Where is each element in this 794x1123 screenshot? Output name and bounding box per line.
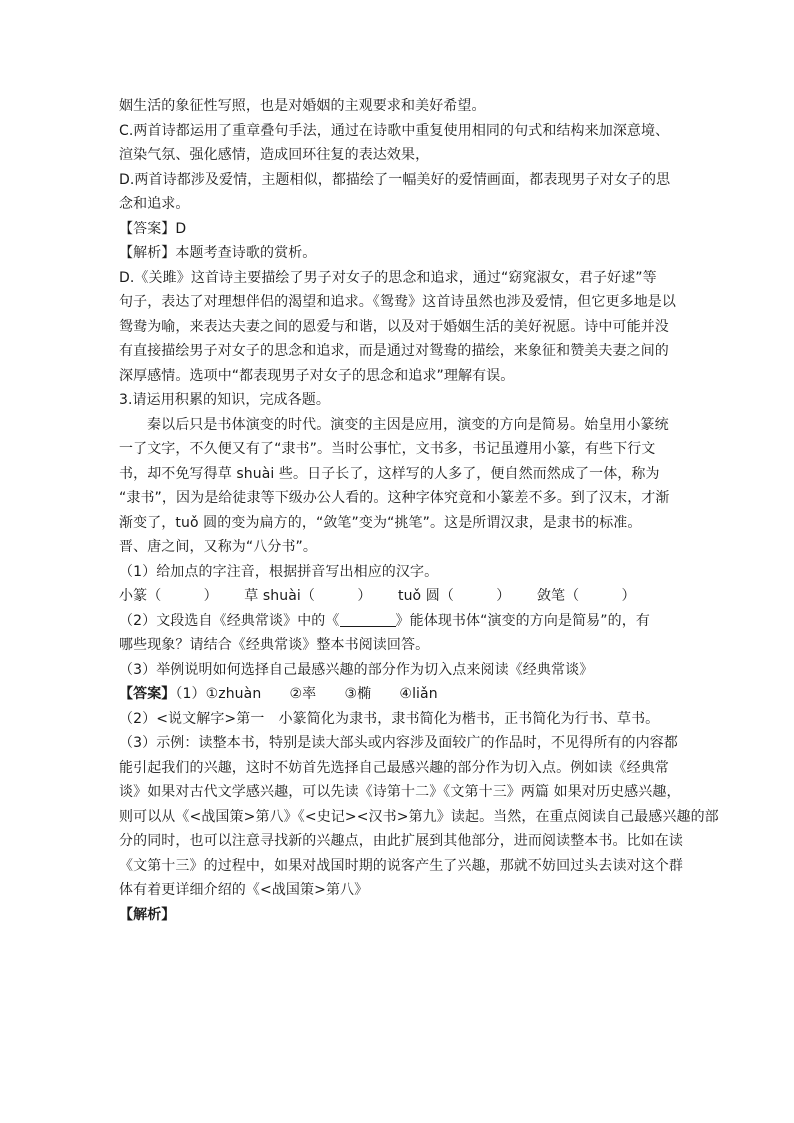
sub-question-2-cont: 哪些现象？请结合《经典常谈》整本书阅读回答。 <box>119 637 430 653</box>
sub-question-1: （1）给加点的字注音，根据拼音写出相应的汉字。 <box>119 563 439 580</box>
answer-line: （3）示例：读整本书，特别是读大部头或内容涉及面较广的作品时，不见得所有的内容都 <box>119 735 678 751</box>
text-line: 念和追求。 <box>119 196 190 212</box>
text-line: 深厚感情。选项中“都表现男子对女子的思念和追求”理解有误。 <box>119 367 515 384</box>
answer-line: 《文第十三》的过程中，如果对战国时期的说客产生了兴趣，那就不妨回过头去读对这个群 <box>119 857 683 874</box>
sub-question-2-text: （2）文段选自《经典常谈》中的《 <box>119 612 340 629</box>
analysis-line: 【解析】本题考查诗歌的赏析。 <box>119 245 317 261</box>
answer-line: 体有着更详细介绍的《<战国策>第八》 <box>119 882 369 898</box>
answer-line: 分的同时，也可以注意寻找新的兴趣点，由此扩展到其他部分，进而阅读整本书。比如在读 <box>119 833 683 849</box>
answer-blank[interactable] <box>340 612 396 627</box>
analysis-label: 【解析】 <box>119 906 176 923</box>
passage-line: 晋、唐之间，又称为“八分书”。 <box>119 539 318 555</box>
fill-item-tuo[interactable]: tuǒ 圆（ ） <box>398 588 511 604</box>
text-line: 渲染气氛、强化感情，造成回环往复的表达效果， <box>119 147 430 163</box>
answer-line: 则可以从《<战国策>第八》《<史记><汉书>第九》读起。当然，在重点阅读自己最感兴趣的部 <box>119 808 719 825</box>
sub-question-2-text: 》能体现书体“演变的方向是简易”的，有 <box>395 612 650 629</box>
text-line: 鸳鸯为喻，来表达夫妻之间的恩爱与和谐，以及对于婚姻生活的美好祝愿。诗中可能并没 <box>119 318 669 335</box>
answer-line: 谈》如果对古代文学感兴趣，可以先读《诗第十二》《文第十三》两篇 如果对历史感兴趣， <box>119 784 681 800</box>
sub-question-2 <box>119 609 679 634</box>
text-line: D.《关雎》这首诗主要描绘了男子对女子的思念和追求，通过“窈窕淑女，君子好逑”等 <box>119 269 657 286</box>
answer-label: 【答案】 <box>119 686 176 702</box>
sub-question-3: （3）举例说明如何选择自己最感兴趣的部分作为切入点来阅读《经典常谈》 <box>119 661 594 678</box>
fill-item-xiaozhuan[interactable]: 小篆（ ） <box>119 588 218 604</box>
text-line: 有直接描绘男子对女子的思念和追求，而是通过对鸳鸯的描绘，来象征和赞美夫妻之间的 <box>119 343 669 359</box>
fill-item-lianbi[interactable]: 敛笔（ ） <box>536 588 636 604</box>
option-d-line: D.两首诗都涉及爱情，主题相似，都描绘了一幅美好的爱情画面，都表现男子对女子的思 <box>119 171 671 188</box>
answer-text: （1）①zhuàn ②率 ③椭 ④liǎn <box>175 686 438 702</box>
fill-item-shuai[interactable]: 草 shuài（ ） <box>244 588 372 604</box>
answer-line: 【答案】D <box>119 220 187 237</box>
passage-line: “隶书”，因为是给徒隶等下级办公人看的。这种字体究竟和小篆差不多。到了汉末，才渐 <box>119 490 670 506</box>
passage-line: 一了文字，不久便又有了“隶书”。当时公事忙，文书多，书记虽遵用小篆，有些下行文 <box>119 441 656 457</box>
answer-line: 能引起我们的兴趣，这时不妨首先选择自己最感兴趣的部分作为切入点。例如读《经典常 <box>119 759 669 776</box>
passage-line: 书，却不免写得草 shuài 些。日子长了，这样写的人多了，便自然而然成了一体，称为 <box>119 465 660 482</box>
text-line: 姻生活的象征性写照，也是对婚姻的主观要求和美好希望。 <box>119 98 486 114</box>
question-3-heading: 3.请运用积累的知识，完成各题。 <box>119 392 330 408</box>
document-page <box>119 94 719 927</box>
answer-line <box>119 682 679 707</box>
option-c-line: C.两首诗都运用了重章叠句手法，通过在诗歌中重复使用相同的句式和结构来加深意境、 <box>119 122 670 139</box>
passage-line: 秦以后只是书体演变的时代。演变的主因是应用，演变的方向是简易。始皇用小篆统 <box>147 416 669 433</box>
text-line: 句子，表达了对理想伴侣的渴望和追求。《鸳鸯》这首诗虽然也涉及爱情，但它更多地是以 <box>119 294 676 310</box>
answer-line: （2）<说文解字>第一 小篆简化为隶书，隶书简化为楷书，正书简化为行书、草书。 <box>119 710 660 727</box>
passage-line: 渐变了，tuǒ 圆的变为扁方的，“敛笔”变为“挑笔”。这是所谓汉隶，是隶书的标准。 <box>119 514 642 531</box>
fill-blank-row <box>119 584 679 609</box>
